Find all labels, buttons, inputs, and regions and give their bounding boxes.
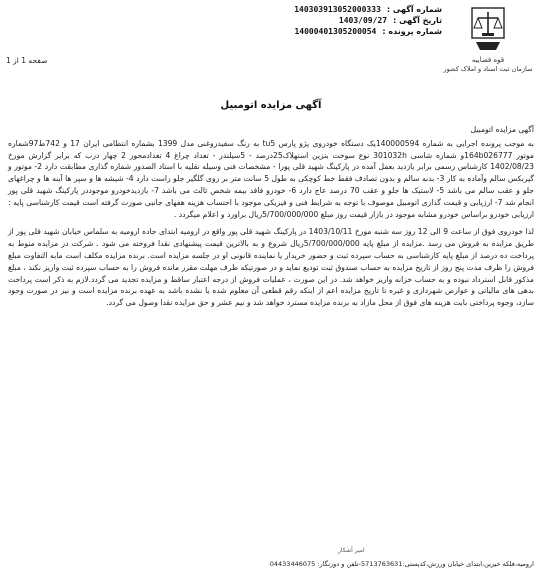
signature: امیر آشکار <box>338 547 365 554</box>
ad-date: 1403/09/27 <box>338 16 388 25</box>
body-paragraph-1: به موجب پرونده اجرایی به شماره 140000594یک دستگاه خودروی پژو پارس tu5 به رنگ سفیدروغنی مدل 1399 بشماره انتظامی ایران 17 و 742ط97شماره موتور 164b026777و شماره شاسی 301032h نوع سوخت بنزین استهلاک25درصد - 5سیلندر - تعداد چراغ 4 تعدادمحور 2 چهار درب که برابر گزارش مورخ 1402/08/23 کارشناس رسمی برابر بازدید بعمل آمده در پارکینگ شهید قلی پورا - مشخصات فنی وسیله نقلیه با استاد الصدور شماره گذاری مطابقت دارد 2- موتور و گیربکس سالم وآماده به کار 3- بدنه سالم و بدون تصادف فقط خط کوچکی به طول 5 سانت متر بر روی گلگیر جلو راست دارد 4- شیشه ها و سپر ها آینه ها و چراغهای جلو و عقب سالم می باشد 5- لاستیک ها جلو و عقب 70 درصد عاج دارد 6- خودرو فاقد بیمه شخص ثالث می باشد 7- بازدیدخودرو موجوددر پارکینگ شهید قلی پور انجام شد 7- ارزیابی و قیمت گذاری اتومبیل موصوف با توجه به شرایط فنی و فیزیکی موجود با احتساب هزینه هفهای جانبی صورت گرفته است قیمت کارشناسی پایه : ارزیابی خودرو براساس خودرو مشابه موجود در بازار قیمت روز مبلغ 5/700/000/000ریال براورد و اعلام میگردد . <box>8 138 535 219</box>
logo-line2: سازمان ثبت اسناد و املاک کشور <box>443 65 533 73</box>
footer-address: ارومیه،فلکه خیرین،ابتدای خیابان ورزش،کدپستی:5713763631-تلفن و دورنگار: 04433446075 <box>269 560 534 568</box>
ad-number: 140303913052000333 <box>294 5 381 14</box>
logo-line1: قوه قضاییه <box>471 56 505 64</box>
body-heading: آگهی مزایده اتومبیل <box>470 125 534 134</box>
file-number-row <box>270 26 442 37</box>
ad-meta <box>270 4 442 37</box>
ad-date-row <box>270 15 442 26</box>
ad-number-label: شماره آگهی : <box>386 5 442 14</box>
page-number: صفحه 1 از 1 <box>6 56 48 65</box>
ad-number-row <box>270 4 442 15</box>
page-title: آگهی مزایده اتومبیل <box>220 100 322 111</box>
file-number: 14000401305200054 <box>294 27 377 36</box>
file-number-label: شماره پرونده : <box>382 27 442 36</box>
ad-date-label: تاریخ آگهی : <box>393 16 442 25</box>
body-paragraph-2: لذا خودروی فوق از ساعت 9 الی 12 روز سه شنبه مورخ 1403/10/11 در پارکینگ شهید قلی پور واقع در ارومیه ابتدای جاده ارومیه به سلماس خیابان شهید قلی پور از طریق مزایده به فروش می رسد .مزایده از مبلغ پایه 5/700/000/000ریال شروع و به بالاترین قیمت پیشنهادی نقدا فروخته می شود . شرکت در مزایده منوط به پرداخت ده درصد از مبلغ پایه کارشناسی به حساب سپرده ثبت و حضور خریدار یا نماینده قانونی او در جلسه مزایده است. برنده مزایده مکلف است مابه التفاوت مبلغ فروش را ظرف مدت پنج روز از تاریخ مزایده به حساب صندوق ثبت تودیع نماید و در صورتیکه ظرف مهلت مقرر مانده فروش را به حساب سپرده ثبت واریز نکند ، مبلغ مذکور قابل استرداد نبوده و به حساب خزانه واریز خواهد شد. در این صورت ، عملیات فروش از درجه اعتبار ساقط و مزایده تجدید می گردد.لازم به ذکر است پرداخت بدهی های مالیاتی و عوارض شهرداری و غیره تا تاریخ مزایده اعم از اینکه رقم قطعی آن معلوم شده یا نشده باشد به عهده برنده مزایده است و نیز در صورت وجود سازد، وجوه پرداختی بابت هزینه های فوق از محل مازاد به برنده مزایده مسترد خواهد شد و نیم عشر و حق مزایده نقدا وصول می گردد. <box>8 227 534 308</box>
judiciary-logo <box>440 6 536 86</box>
notice-body <box>8 124 534 315</box>
emblem-icon <box>468 6 508 54</box>
